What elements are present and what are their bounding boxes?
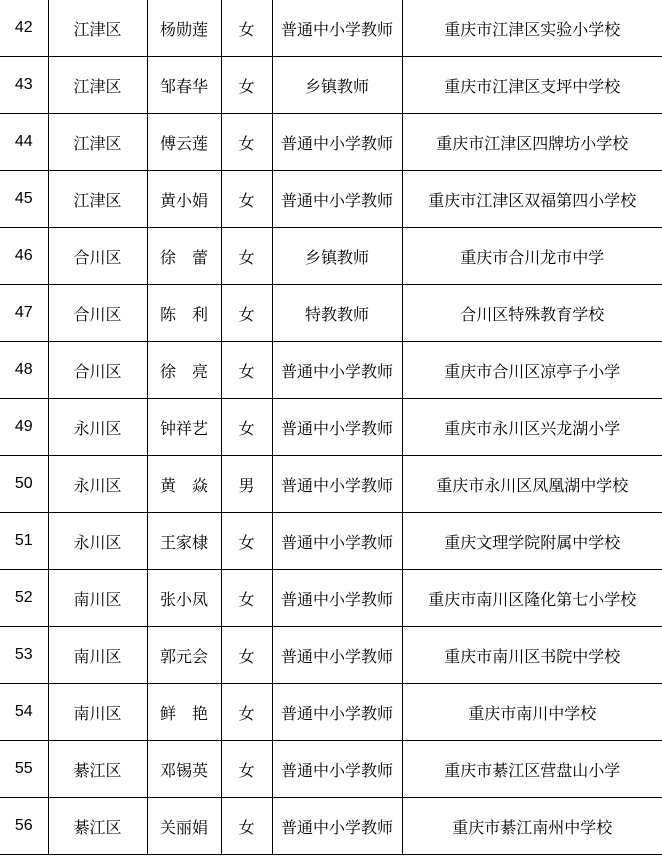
name-cell: 徐 亮: [147, 342, 221, 399]
table-row: [0, 114, 662, 171]
category-cell: 乡镇教师: [272, 57, 402, 114]
category-cell: 乡镇教师: [272, 228, 402, 285]
name-cell: 邓锡英: [147, 741, 221, 798]
row-number: 53: [0, 627, 48, 684]
category-cell: 普通中小学教师: [272, 570, 402, 627]
category-cell: 特教教师: [272, 285, 402, 342]
gender-cell: 女: [221, 627, 272, 684]
table-row: [0, 798, 662, 855]
table-row: [0, 171, 662, 228]
school-cell: 重庆文理学院附属中学校: [402, 513, 662, 570]
table-row: [0, 627, 662, 684]
name-cell: 郭元会: [147, 627, 221, 684]
row-number: 54: [0, 684, 48, 741]
school-cell: 重庆市江津区四牌坊小学校: [402, 114, 662, 171]
table-row: [0, 285, 662, 342]
table-row: [0, 456, 662, 513]
row-number: 56: [0, 798, 48, 855]
district-cell: 江津区: [48, 0, 147, 57]
table-row: [0, 741, 662, 798]
school-cell: 合川区特殊教育学校: [402, 285, 662, 342]
district-cell: 江津区: [48, 57, 147, 114]
school-cell: 重庆市江津区实验小学校: [402, 0, 662, 57]
table-row: [0, 57, 662, 114]
category-cell: 普通中小学教师: [272, 627, 402, 684]
table-row: [0, 228, 662, 285]
district-cell: 江津区: [48, 171, 147, 228]
category-cell: 普通中小学教师: [272, 399, 402, 456]
name-cell: 邹春华: [147, 57, 221, 114]
table-row: [0, 513, 662, 570]
row-number: 45: [0, 171, 48, 228]
name-cell: 钟祥艺: [147, 399, 221, 456]
gender-cell: 女: [221, 684, 272, 741]
name-cell: 鲜 艳: [147, 684, 221, 741]
school-cell: 重庆市合川龙市中学: [402, 228, 662, 285]
gender-cell: 女: [221, 399, 272, 456]
gender-cell: 女: [221, 570, 272, 627]
row-number: 42: [0, 0, 48, 57]
district-cell: 合川区: [48, 285, 147, 342]
district-cell: 永川区: [48, 456, 147, 513]
table-row: [0, 0, 662, 57]
row-number: 44: [0, 114, 48, 171]
table-row: [0, 399, 662, 456]
category-cell: 普通中小学教师: [272, 0, 402, 57]
school-cell: 重庆市合川区凉亭子小学: [402, 342, 662, 399]
row-number: 47: [0, 285, 48, 342]
name-cell: 傅云莲: [147, 114, 221, 171]
school-cell: 重庆市綦江区营盘山小学: [402, 741, 662, 798]
school-cell: 重庆市永川区凤凰湖中学校: [402, 456, 662, 513]
row-number: 50: [0, 456, 48, 513]
table-row: [0, 570, 662, 627]
gender-cell: 女: [221, 57, 272, 114]
name-cell: 黄 焱: [147, 456, 221, 513]
school-cell: 重庆市永川区兴龙湖小学: [402, 399, 662, 456]
gender-cell: 女: [221, 171, 272, 228]
district-cell: 綦江区: [48, 741, 147, 798]
gender-cell: 女: [221, 0, 272, 57]
school-cell: 重庆市綦江南州中学校: [402, 798, 662, 855]
district-cell: 永川区: [48, 399, 147, 456]
category-cell: 普通中小学教师: [272, 798, 402, 855]
name-cell: 张小凤: [147, 570, 221, 627]
name-cell: 杨勋莲: [147, 0, 221, 57]
school-cell: 重庆市江津区支坪中学校: [402, 57, 662, 114]
gender-cell: 女: [221, 114, 272, 171]
gender-cell: 女: [221, 741, 272, 798]
category-cell: 普通中小学教师: [272, 684, 402, 741]
category-cell: 普通中小学教师: [272, 114, 402, 171]
gender-cell: 男: [221, 456, 272, 513]
district-cell: 南川区: [48, 570, 147, 627]
gender-cell: 女: [221, 798, 272, 855]
name-cell: 徐 蕾: [147, 228, 221, 285]
district-cell: 南川区: [48, 684, 147, 741]
school-cell: 重庆市南川中学校: [402, 684, 662, 741]
gender-cell: 女: [221, 342, 272, 399]
table-row: [0, 342, 662, 399]
table-row: [0, 684, 662, 741]
district-cell: 永川区: [48, 513, 147, 570]
school-cell: 重庆市江津区双福第四小学校: [402, 171, 662, 228]
row-number: 55: [0, 741, 48, 798]
category-cell: 普通中小学教师: [272, 513, 402, 570]
row-number: 48: [0, 342, 48, 399]
school-cell: 重庆市南川区隆化第七小学校: [402, 570, 662, 627]
category-cell: 普通中小学教师: [272, 741, 402, 798]
category-cell: 普通中小学教师: [272, 342, 402, 399]
row-number: 46: [0, 228, 48, 285]
gender-cell: 女: [221, 228, 272, 285]
gender-cell: 女: [221, 513, 272, 570]
row-number: 49: [0, 399, 48, 456]
name-cell: 关丽娟: [147, 798, 221, 855]
school-cell: 重庆市南川区书院中学校: [402, 627, 662, 684]
category-cell: 普通中小学教师: [272, 456, 402, 513]
name-cell: 黄小娟: [147, 171, 221, 228]
row-number: 52: [0, 570, 48, 627]
name-cell: 王家棣: [147, 513, 221, 570]
district-cell: 合川区: [48, 228, 147, 285]
row-number: 43: [0, 57, 48, 114]
district-cell: 南川区: [48, 627, 147, 684]
name-cell: 陈 利: [147, 285, 221, 342]
row-number: 51: [0, 513, 48, 570]
district-cell: 合川区: [48, 342, 147, 399]
district-cell: 江津区: [48, 114, 147, 171]
gender-cell: 女: [221, 285, 272, 342]
category-cell: 普通中小学教师: [272, 171, 402, 228]
district-cell: 綦江区: [48, 798, 147, 855]
